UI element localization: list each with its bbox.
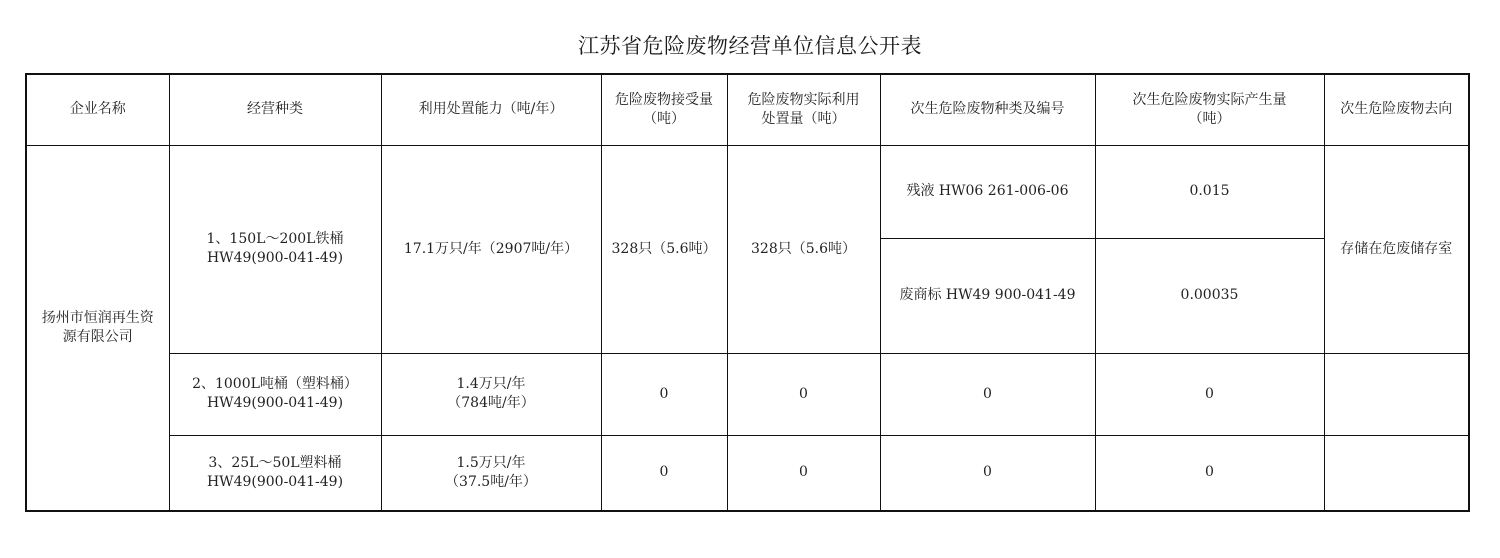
secondary-amount-cell: 0 [1095, 353, 1324, 435]
capacity-line2: （37.5吨/年） [445, 473, 537, 490]
secondary-type-cell: 废商标 HW49 900-041-49 [880, 238, 1095, 353]
header-secondary-destination: 次生危险废物去向 [1324, 74, 1469, 145]
header-received-line2: （吨） [643, 110, 685, 127]
received-cell: 0 [601, 435, 727, 511]
capacity-cell [381, 353, 601, 435]
category-line1: 3、25L～50L塑料桶 [208, 454, 342, 471]
received-cell: 328只（5.6吨） [601, 145, 727, 353]
category-cell [169, 353, 381, 435]
secondary-destination-cell [1324, 435, 1469, 511]
header-secondary-amount-line1: 次生危险废物实际产生量 [1132, 91, 1287, 108]
header-capacity: 利用处置能力（吨/年） [381, 74, 601, 145]
company-name-cell [26, 145, 169, 511]
header-secondary-amount [1095, 74, 1324, 145]
secondary-type-cell: 残液 HW06 261-006-06 [880, 145, 1095, 238]
category-cell [169, 435, 381, 511]
capacity-line2: （784吨/年） [447, 395, 535, 411]
disposed-cell: 0 [727, 353, 880, 435]
page-title: 江苏省危险废物经营单位信息公开表 [578, 34, 922, 58]
secondary-amount-cell: 0.015 [1095, 145, 1324, 238]
info-table [25, 73, 1470, 512]
secondary-destination-cell [1324, 353, 1469, 435]
table-row [26, 435, 1469, 511]
secondary-amount-cell: 0.00035 [1095, 238, 1324, 353]
secondary-destination-cell: 存储在危废储存室 [1324, 145, 1469, 353]
category-line2: HW49(900-041-49) [206, 395, 344, 411]
secondary-type-cell: 0 [880, 435, 1095, 511]
category-line2: HW49(900-041-49) [206, 250, 344, 266]
capacity-line1: 1.4万只/年 [456, 376, 526, 392]
disposed-cell: 328只（5.6吨） [727, 145, 880, 353]
header-disposed-line2: 处置量（吨） [761, 110, 846, 127]
capacity-cell [381, 435, 601, 511]
category-line1: 2、1000L吨桶（塑料桶） [192, 376, 358, 392]
disposed-cell: 0 [727, 435, 880, 511]
table-row [26, 145, 1469, 238]
secondary-type-cell: 0 [880, 353, 1095, 435]
header-row [26, 74, 1469, 145]
header-category: 经营种类 [169, 74, 381, 145]
category-line2: HW49(900-041-49) [206, 473, 344, 490]
header-received-line1: 危险废物接受量 [615, 91, 713, 108]
company-name-line1: 扬州市恒润再生资 [41, 309, 154, 326]
table-row [26, 353, 1469, 435]
received-cell: 0 [601, 353, 727, 435]
header-secondary-amount-line2: （吨） [1188, 110, 1231, 127]
category-cell [169, 145, 381, 353]
company-name-line2: 源有限公司 [62, 328, 133, 345]
header-received [601, 74, 727, 145]
header-disposed [727, 74, 880, 145]
capacity-line1: 1.5万只/年 [456, 454, 526, 471]
secondary-amount-cell: 0 [1095, 435, 1324, 511]
category-line1: 1、150L～200L铁桶 [206, 231, 344, 247]
header-company: 企业名称 [26, 74, 169, 145]
capacity-cell: 17.1万只/年（2907吨/年） [381, 145, 601, 353]
header-disposed-line1: 危险废物实际利用 [747, 91, 860, 108]
header-secondary-type: 次生危险废物种类及编号 [880, 74, 1095, 145]
